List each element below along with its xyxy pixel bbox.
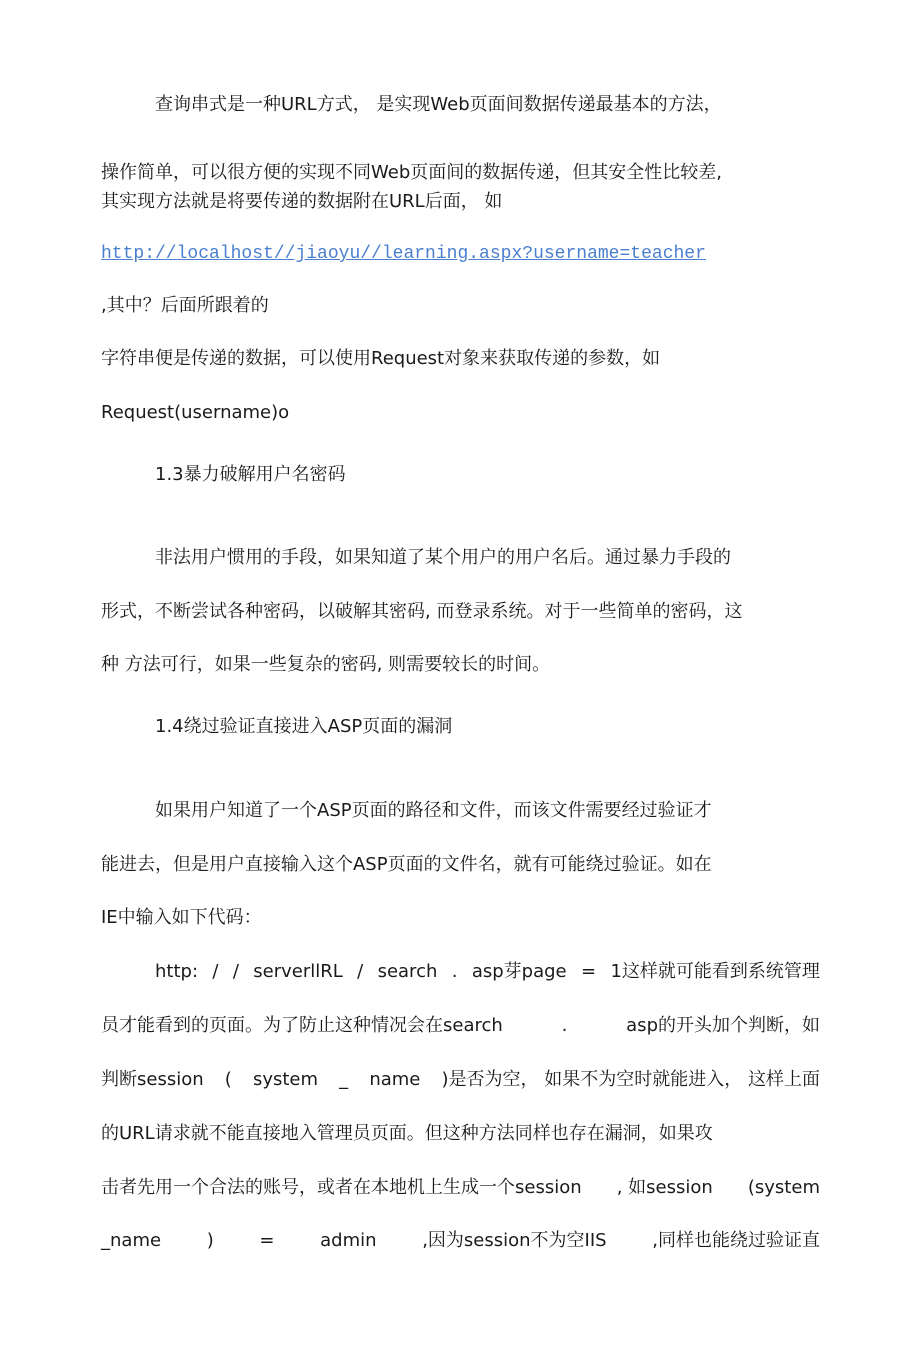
line-token: / bbox=[357, 961, 364, 982]
paragraph-line: 种 方法可行，如果一些复杂的密码, 则需要较长的时间。 bbox=[101, 654, 551, 675]
paragraph-line: 查询串式是一种URL方式， 是实现Web页面间数据传递最基本的方法， bbox=[155, 94, 722, 115]
justified-line bbox=[155, 960, 820, 984]
line-token: = bbox=[580, 961, 597, 982]
line-token: ) bbox=[206, 1230, 214, 1251]
line-token: asp芽page bbox=[471, 961, 567, 982]
line-token: . bbox=[451, 961, 458, 982]
line-token: search bbox=[377, 961, 438, 982]
paragraph-line: 非法用户惯用的手段，如果知道了某个用户的用户名后。通过暴力手段的 bbox=[155, 547, 731, 568]
line-token: ( bbox=[224, 1069, 232, 1090]
paragraph-line: 的URL请求就不能直接地入管理员页面。但这种方法同样也存在漏洞，如果攻 bbox=[101, 1123, 713, 1144]
line-token: 1这样就可能看到系统管理 bbox=[610, 961, 820, 982]
line-token: (system bbox=[747, 1177, 820, 1198]
paragraph-line: 其实现方法就是将要传递的数据附在URL后面， 如 bbox=[101, 191, 503, 212]
paragraph-line: 形式，不断尝试各种密码，以破解其密码, 而登录系统。对于一些简单的密码，这 bbox=[101, 601, 743, 622]
paragraph-line: IE中输入如下代码： bbox=[101, 907, 262, 928]
justified-line bbox=[101, 1229, 820, 1253]
justified-line bbox=[101, 1176, 820, 1200]
line-token: ,同样也能绕过验证直 bbox=[652, 1230, 820, 1251]
paragraph-line: 能进去，但是用户直接输入这个ASP页面的文件名，就有可能绕过验证。如在 bbox=[101, 854, 712, 875]
line-token: _ bbox=[339, 1069, 349, 1090]
paragraph-line: 操作简单，可以很方便的实现不同Web页面间的数据传递，但其安全性比较差, bbox=[101, 162, 722, 183]
justified-line bbox=[101, 1068, 820, 1092]
line-token: )是否为空， 如果不为空时就能进入， 这样上面 bbox=[441, 1069, 820, 1090]
line-token: / bbox=[212, 961, 219, 982]
section-heading-1-4: 1.4绕过验证直接进入ASP页面的漏洞 bbox=[155, 716, 453, 737]
paragraph-line: 如果用户知道了一个ASP页面的路径和文件，而该文件需要经过验证才 bbox=[155, 800, 712, 821]
line-token: _name bbox=[101, 1230, 162, 1251]
line-token: 员才能看到的页面。为了防止这种情况会在search bbox=[101, 1015, 503, 1036]
section-heading-1-3: 1.3暴力破解用户名密码 bbox=[155, 464, 346, 485]
line-token: http: bbox=[155, 961, 199, 982]
line-token: asp的开头加个判断，如 bbox=[626, 1015, 820, 1036]
paragraph-line: Request(username)o bbox=[101, 402, 290, 423]
line-token: name bbox=[369, 1069, 421, 1090]
justified-line bbox=[101, 1014, 820, 1038]
line-token: = bbox=[259, 1230, 275, 1251]
line-token: . bbox=[561, 1015, 568, 1036]
line-token: , 如session bbox=[616, 1177, 713, 1198]
line-token: 击者先用一个合法的账号，或者在本地机上生成一个session bbox=[101, 1177, 582, 1198]
paragraph-line: ,其中？后面所跟着的 bbox=[101, 295, 269, 316]
localhost-url-link[interactable]: http://localhost//jiaoyu//learning.aspx?username=teacher bbox=[101, 244, 706, 264]
line-token: system bbox=[252, 1069, 319, 1090]
line-token: 判断session bbox=[101, 1069, 204, 1090]
url-line bbox=[101, 241, 706, 266]
line-token: admin bbox=[320, 1230, 377, 1251]
line-token: serverllRL bbox=[253, 961, 343, 982]
line-token: / bbox=[232, 961, 239, 982]
paragraph-line: 字符串便是传递的数据，可以使用Request对象来获取传递的参数，如 bbox=[101, 348, 661, 369]
line-token: ,因为session不为空IIS bbox=[422, 1230, 607, 1251]
